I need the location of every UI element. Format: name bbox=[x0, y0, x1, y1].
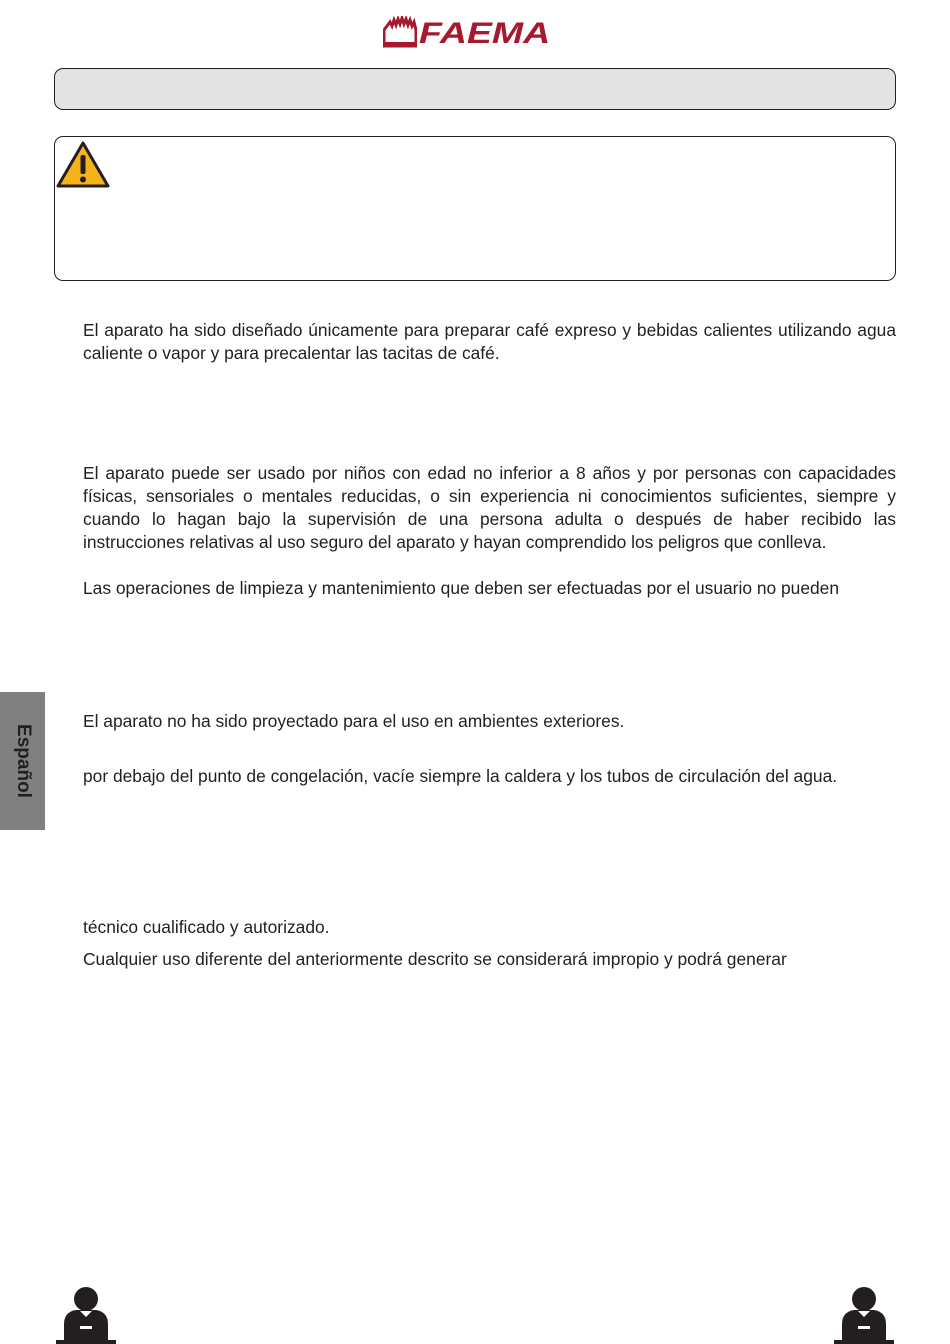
paragraph-improper-use: Cualquier uso diferente del anteriormente descrito se considerará impropio y podrá generar bbox=[83, 949, 787, 969]
paragraph-outdoor: El aparato no ha sido proyectado para el uso en ambientes exteriores. bbox=[83, 711, 625, 731]
faema-logo-icon bbox=[383, 16, 417, 48]
waiter-icon bbox=[832, 1286, 896, 1344]
warning-triangle-icon bbox=[56, 140, 110, 188]
paragraph-freezing: por debajo del punto de congelación, vacíe siempre la caldera y los tubos de circulación del agua. bbox=[83, 766, 838, 786]
paragraph-intended-use: El aparato ha sido diseñado únicamente para preparar café expreso y bebidas calientes utilizando agua caliente o vapor y para precalentar las tacitas de café. bbox=[83, 320, 896, 363]
language-tab bbox=[0, 692, 45, 830]
language-tab-label: Español bbox=[12, 724, 34, 798]
waiter-icon bbox=[54, 1286, 118, 1344]
paragraph-children-use: El aparato puede ser usado por niños con edad no inferior a 8 años y por personas con capacidades físicas, sensoriales o mentales reducidas, o sin experiencia ni conocimientos suficientes, siempre y cuando lo hagan bajo la supervisión de una persona adulta o después de haber recibido las instrucciones relativas al uso seguro del aparato y hayan comprendido los peligros que conlleva. bbox=[83, 463, 896, 552]
brand-name: FAEMA bbox=[419, 17, 551, 50]
warning-box bbox=[54, 136, 896, 281]
section-title-bar bbox=[54, 68, 896, 110]
faema-logo bbox=[383, 16, 567, 50]
paragraph-cleaning: Las operaciones de limpieza y mantenimiento que deben ser efectuadas por el usuario no pueden bbox=[83, 578, 840, 598]
paragraph-technician: técnico cualificado y autorizado. bbox=[83, 917, 330, 937]
